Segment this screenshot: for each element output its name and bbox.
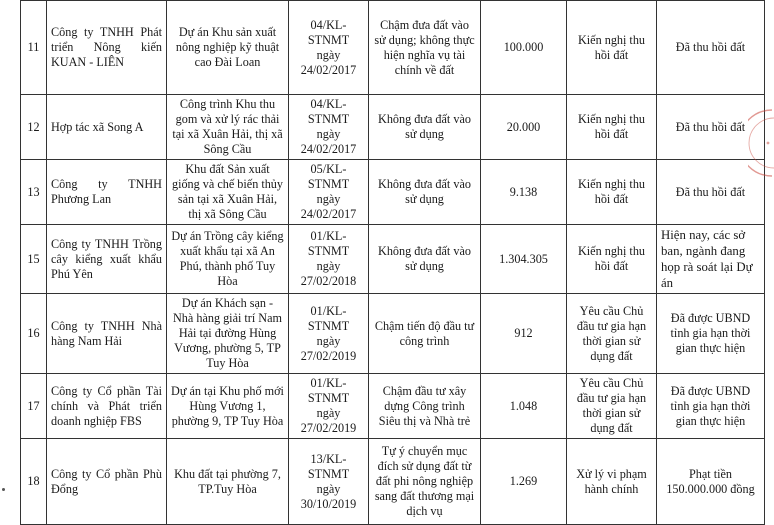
conclusion-document [289, 1, 369, 95]
handling-result: Đã thu hồi đất [657, 1, 765, 95]
entity-name: Công ty TNHH Nhà hàng Nam Hải [47, 294, 167, 374]
handling-result: Phạt tiền 150.000.000 đồng [657, 439, 765, 525]
entity-name: Công ty Cổ phần Phù Đổng [47, 439, 167, 525]
document-number: 13/KL-STNMT [307, 451, 350, 481]
document-date: ngày 27/02/2019 [300, 333, 357, 363]
handling-result: Đã được UBND tỉnh gia hạn thời gian thực hiện [657, 294, 765, 374]
project-description: Khu đất Sản xuất giống và chế biến thủy sản tại xã Xuân Hải, thị xã Sông Cầu [167, 160, 289, 225]
document-number: 01/KL-STNMT [307, 376, 350, 405]
document-date: ngày 27/02/2018 [300, 259, 357, 288]
recommendation: Kiến nghị thu hồi đất [567, 95, 657, 160]
conclusion-document [289, 374, 369, 439]
land-area: 20.000 [481, 95, 567, 160]
project-description: Dự án Khu sản xuất nông nghiệp kỹ thuật cao Đài Loan [167, 1, 289, 95]
conclusion-document [289, 439, 369, 525]
recommendation: Kiến nghị thu hồi đất [567, 1, 657, 95]
violation-description: Chậm tiến độ đầu tư công trình [369, 294, 481, 374]
handling-result: Đã thu hồi đất [657, 95, 765, 160]
row-number: 15 [21, 225, 47, 294]
violation-description: Không đưa đất vào sử dụng [369, 225, 481, 294]
land-area: 1.304.305 [481, 225, 567, 294]
document-date: ngày 24/02/2017 [300, 47, 357, 77]
row-number: 12 [21, 95, 47, 160]
conclusion-document [289, 294, 369, 374]
land-area: 1.048 [481, 374, 567, 439]
row-number: 18 [21, 439, 47, 525]
project-description: Dự án Trồng cây kiểng xuất khẩu tại xã An Phú, thành phố Tuy Hòa [167, 225, 289, 294]
project-description: Khu đất tại phường 7, TP.Tuy Hòa [167, 439, 289, 525]
inspection-results-table [20, 0, 765, 525]
land-area: 1.269 [481, 439, 567, 525]
row-number: 17 [21, 374, 47, 439]
table-row [21, 374, 765, 439]
violation-description: Không đưa đất vào sử dụng [369, 95, 481, 160]
document-number: 04/KL-STNMT [307, 17, 350, 47]
violation-description: Không đưa đất vào sử dụng [369, 160, 481, 225]
project-description: Công trình Khu thu gom và xử lý rác thải tại xã Xuân Hải, thị xã Sông Cầu [167, 95, 289, 160]
document-number: 05/KL-STNMT [307, 162, 350, 191]
recommendation: Kiến nghị thu hồi đất [567, 225, 657, 294]
table-row [21, 439, 765, 525]
entity-name: Công ty Cổ phần Tài chính và Phát triển doanh nghiệp FBS [47, 374, 167, 439]
violation-description: Chậm đầu tư xây dựng Công trình Siêu thị và Nhà trẻ [369, 374, 481, 439]
entity-name: Công ty TNHH Phương Lan [47, 160, 167, 225]
recommendation: Kiến nghị thu hồi đất [567, 160, 657, 225]
entity-name: Hợp tác xã Song A [47, 95, 167, 160]
project-description: Dự án Khách sạn - Nhà hàng giải trí Nam Hải tại đường Hùng Vương, phường 5, TP Tuy Hòa [167, 294, 289, 374]
scan-speck [2, 488, 5, 491]
project-description: Dự án tại Khu phố mới Hùng Vương 1, phường 9, TP Tuy Hòa [167, 374, 289, 439]
document-date: ngày 30/10/2019 [300, 481, 357, 511]
row-number: 11 [21, 1, 47, 95]
recommendation: Xử lý vi phạm hành chính [567, 439, 657, 525]
conclusion-document [289, 225, 369, 294]
recommendation: Yêu cầu Chủ đầu tư gia hạn thời gian sử dụng đất [567, 294, 657, 374]
row-number: 13 [21, 160, 47, 225]
land-area: 9.138 [481, 160, 567, 225]
document-number: 04/KL-STNMT [307, 97, 350, 126]
land-area: 912 [481, 294, 567, 374]
table-row [21, 95, 765, 160]
entity-name: Công ty TNHH Phát triển Nông kiến KUAN - LIÊN [47, 1, 167, 95]
handling-result: Hiện nay, các sở ban, ngành đang họp rà soát lại Dự án [657, 225, 765, 294]
table-row [21, 160, 765, 225]
handling-result: Đã được UBND tỉnh gia hạn thời gian thực hiện [657, 374, 765, 439]
handling-result: Đã thu hồi đất [657, 160, 765, 225]
violation-description: Chậm đưa đất vào sử dụng; không thực hiện nghĩa vụ tài chính về đất [369, 1, 481, 95]
entity-name: Công ty TNHH Trồng cây kiểng xuất khẩu Phú Yên [47, 225, 167, 294]
violation-description: Tự ý chuyển mục đích sử dụng đất từ đất phi nông nghiệp sang đất thương mại dịch vụ [369, 439, 481, 525]
document-number: 01/KL-STNMT [307, 229, 350, 258]
table-row [21, 294, 765, 374]
document-date: ngày 24/02/2017 [300, 192, 357, 221]
document-number: 01/KL-STNMT [307, 303, 350, 333]
conclusion-document [289, 160, 369, 225]
document-date: ngày 27/02/2019 [300, 406, 357, 435]
conclusion-document [289, 95, 369, 160]
table-row [21, 1, 765, 95]
table-row [21, 225, 765, 294]
row-number: 16 [21, 294, 47, 374]
document-date: ngày 24/02/2017 [300, 127, 357, 156]
recommendation: Yêu cầu Chủ đầu tư gia hạn thời gian sử dụng đất [567, 374, 657, 439]
land-area: 100.000 [481, 1, 567, 95]
